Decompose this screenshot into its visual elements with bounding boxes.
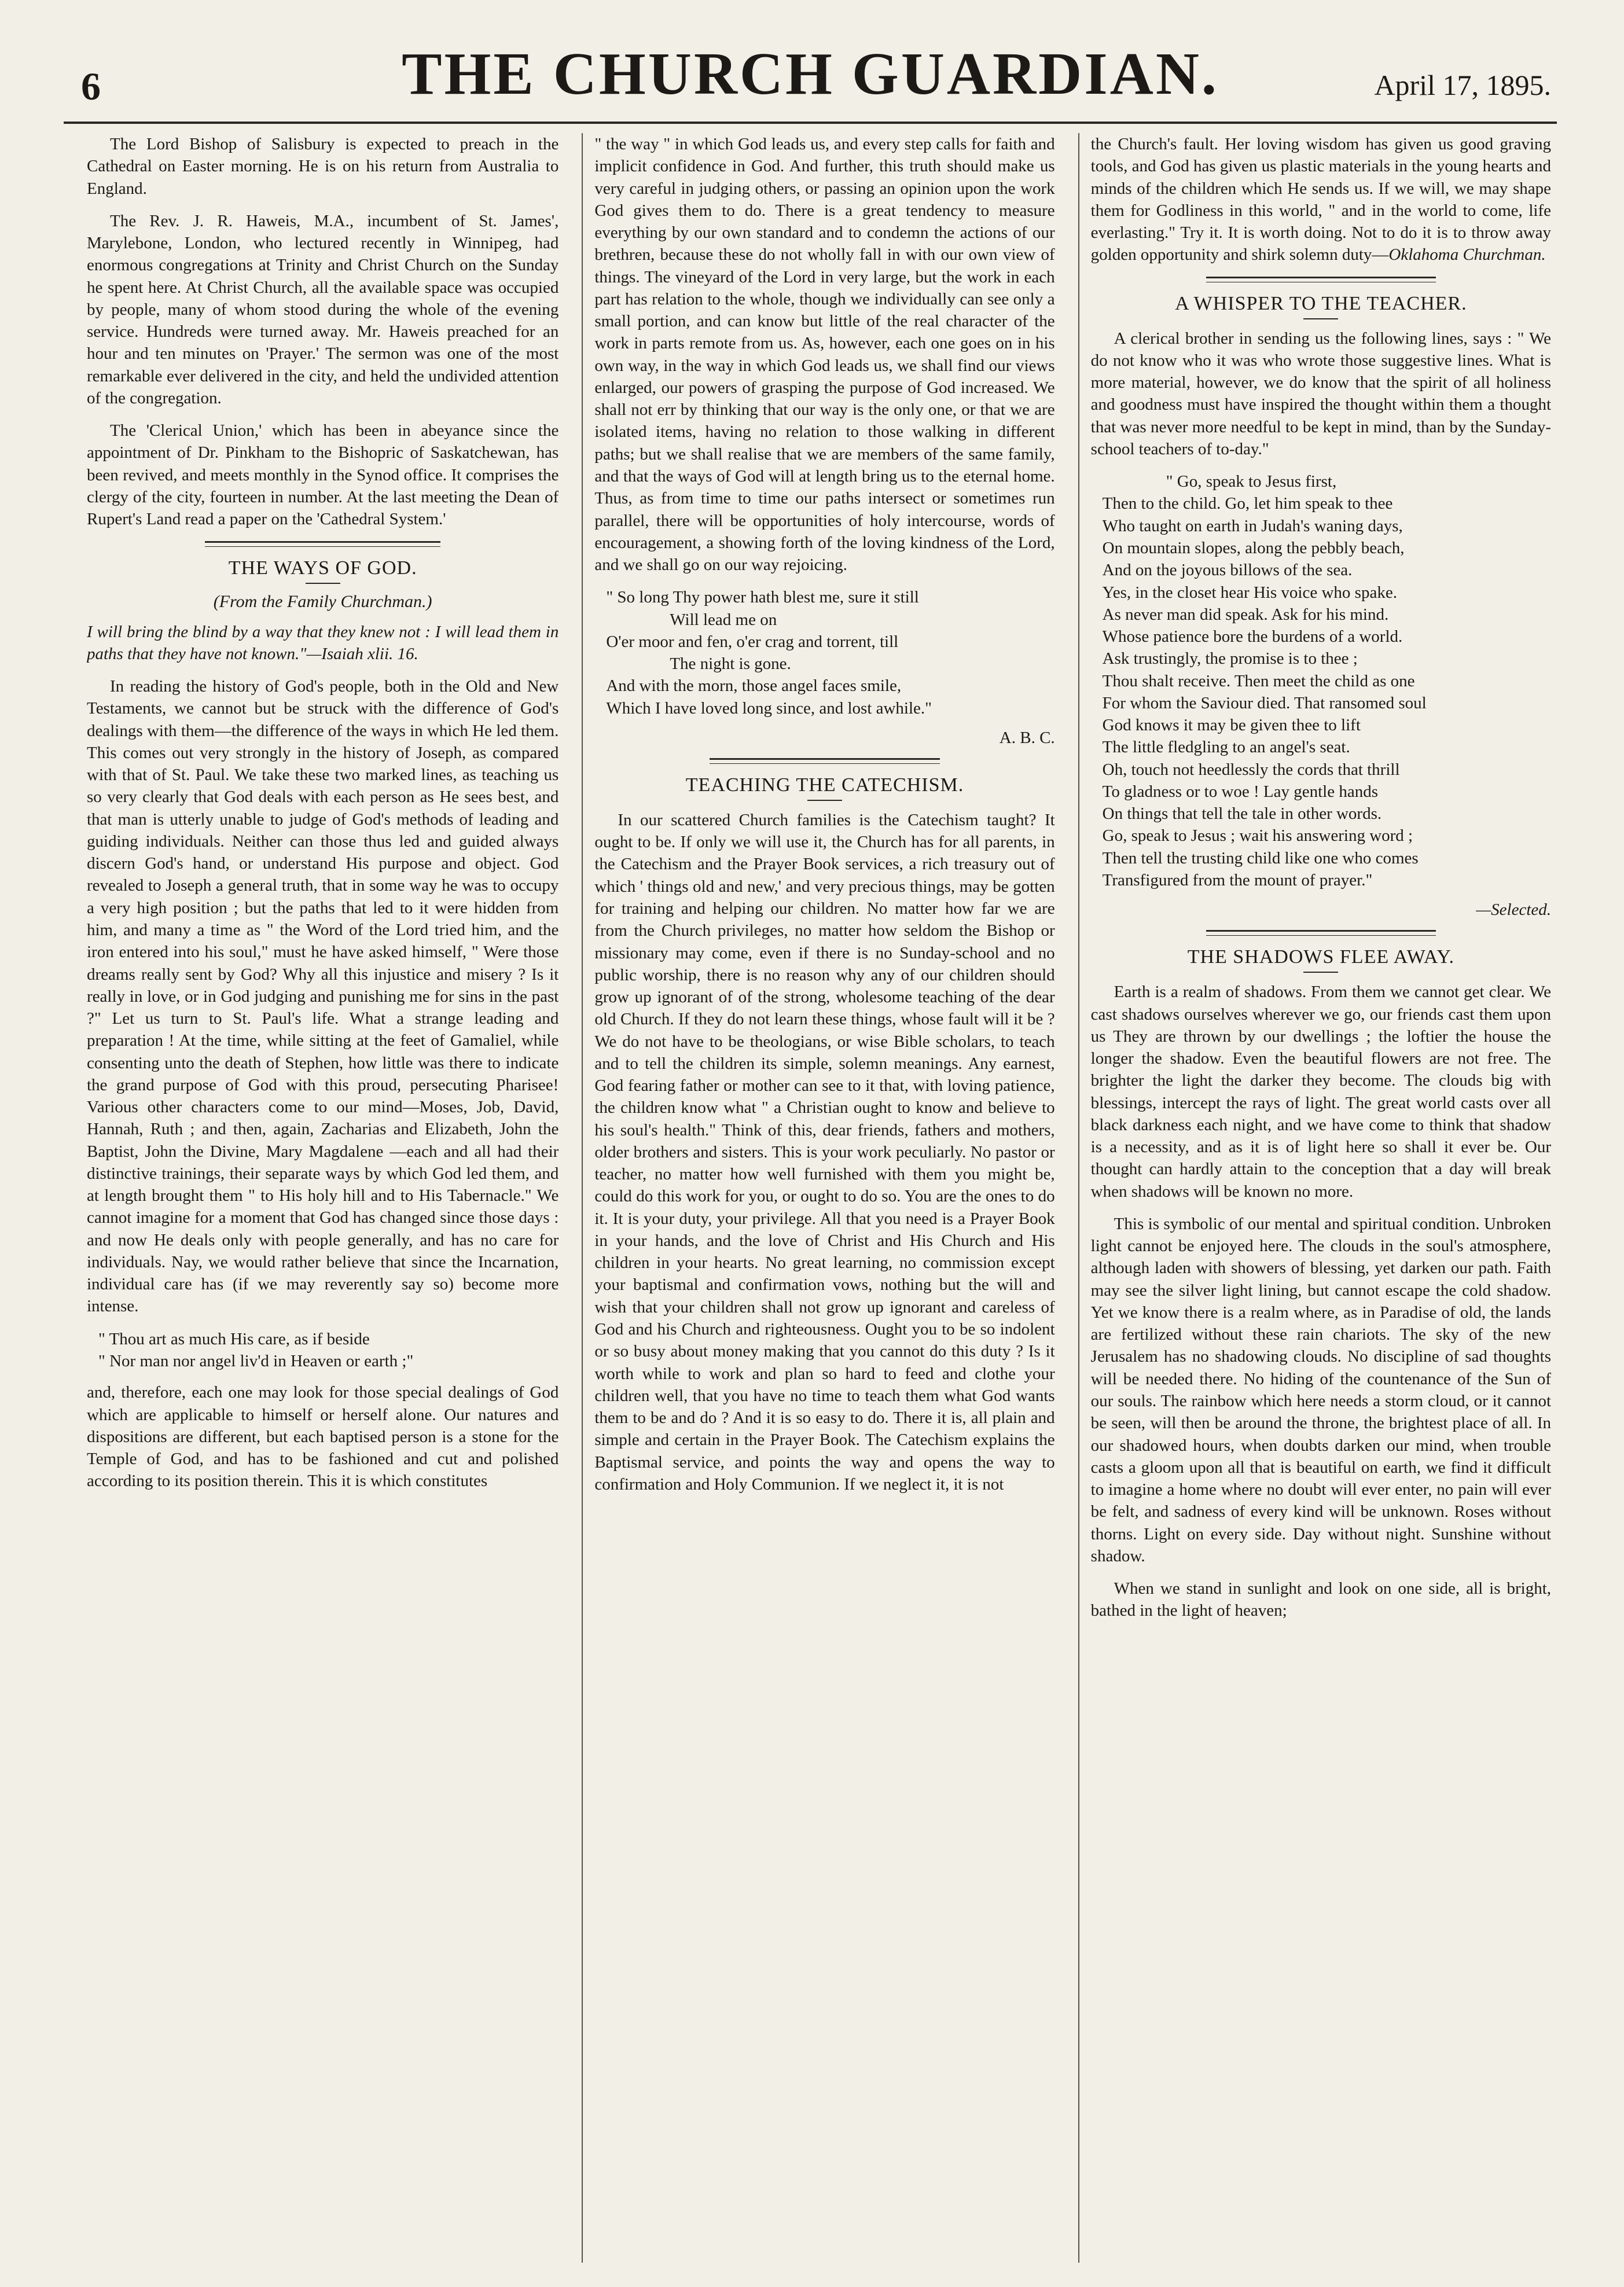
paper-title: THE CHURCH GUARDIAN. <box>402 41 1219 107</box>
section-divider <box>1206 277 1436 282</box>
shadows-paragraph-3: When we stand in sunlight and look on one side, all is bright, bathed in the light of heaven; <box>1090 1579 1552 1620</box>
catechism-credit: Oklahoma Churchman. <box>1388 245 1546 264</box>
verse-line: " Thou art as much His care, as if beside <box>98 1329 370 1348</box>
teacher-poem <box>1103 470 1551 891</box>
verse-line: " Nor man nor angel liv'd in Heaven or earth ;" <box>98 1352 414 1371</box>
hymn-verse <box>606 586 1055 719</box>
verse-line: The night is gone. <box>670 655 791 674</box>
verse-line: " So long Thy power hath blest me, sure it still <box>606 588 919 607</box>
poem-line: And on the joyous billows of the sea. <box>1102 561 1353 580</box>
heading-rule <box>807 800 842 801</box>
heading-rule <box>1303 318 1338 319</box>
catechism-paragraph-1: In our scattered Church families is the Catechism taught? It ought to be. If only we will use it, the Church has for all parents, in the Catechism and the Prayer Book services, a rich treasury out of which ' things old and new,' and very precious things, may be gotten for training and helping our children. No matter how far we are from the Church privileges, no matter how seldom the Bishop or missionary may come, even if there is no Sunday-school and no public worship, there is no reason why any of our children should grow up ignorant of of the strong, wholesome teaching of the dear old Church. If they do not learn these things, whose fault will it be ? We do not have to be theologians, or wise Bible scholars, to teach and to tell the children its simple, solemn meanings. Any earnest, God fearing father or mother can see to it that, with loving patience, the children know what " a Christian ought to know and believe to his soul's health." Think of this, dear friends, fathers and mothers, older brothers and sisters. This is your work peculiarly. No pastor or teacher, no matter how well furnished with them you might be, could do this work for you, or ought to do so. You are the ones to do it. It is your duty, your privilege. All that you need is a Prayer Book in your hands, and the love of Christ and His Church and His children in your hearts. No great learning, no commission except your baptismal and confirmation vows, nothing but the will and wish that your children shall not grow up ignorant and careless of God and his Church and righteousness. Ought you to be so indolent or so busy about money making that you cannot do this duty ? Is it worth while to work and plan so hard to feed and clothe your children well, that you have no time to teach them what God wants them to be and do ? And it is so easy to do. There it is, all plain and simple and certain in the Prayer Book. The Catechism explains the Baptismal service, and points the way and opens the way to confirmation and Holy Communion. If we neglect it, it is not <box>594 810 1055 1494</box>
verse-line: Which I have loved long since, and lost awhile." <box>606 698 932 718</box>
poem-line: On mountain slopes, along the pebbly beach, <box>1102 538 1405 557</box>
heading-ways-of-god: THE WAYS OF GOD. <box>228 557 417 579</box>
column-1 <box>87 133 559 2263</box>
news-item-clerical-union: The 'Clerical Union,' which has been in abeyance since the appointment of Dr. Pinkham to the Bishopric of Saskatchewan, has been revived, and meets monthly in the Synod office. It comprises the clergy of the city, fourteen in number. At the last meeting the Dean of Rupert's Land read a paper on the 'Cathedral System.' <box>87 421 559 529</box>
heading-rule <box>306 583 340 584</box>
verse-line: And with the morn, those angel faces smile, <box>606 676 902 696</box>
heading-teaching-catechism: TEACHING THE CATECHISM. <box>685 774 964 796</box>
issue-date: April 17, 1895. <box>1374 69 1551 101</box>
poem-line: Oh, touch not heedlessly the cords that thrill <box>1102 760 1400 779</box>
author-signature: A. B. C. <box>999 728 1055 747</box>
poem-line: Go, speak to Jesus ; wait his answering word ; <box>1102 826 1413 845</box>
verse-line: O'er moor and fen, o'er crag and torrent, till <box>606 632 899 651</box>
poem-line: " Go, speak to Jesus first, <box>1166 472 1337 491</box>
section-divider <box>1206 930 1436 936</box>
heading-whisper-teacher: A WHISPER TO THE TEACHER. <box>1175 292 1467 314</box>
section-divider <box>710 758 940 764</box>
heading-rule <box>1303 972 1338 973</box>
masthead <box>64 23 1557 124</box>
heading-shadows-flee: THE SHADOWS FLEE AWAY. <box>1187 946 1454 968</box>
column-3 <box>1078 133 1551 2263</box>
quoted-verse <box>98 1328 559 1373</box>
poem-line: Ask trustingly, the promise is to thee ; <box>1102 649 1358 668</box>
shadows-paragraph-2: This is symbolic of our mental and spiritual condition. Unbroken light cannot be enjoyed here. The clouds in the soul's atmosphere, although laden with showers of blessing, yet darken our path. Faith may see the silver light lining, but cannot escape the cold shadow. Yet we know there is a realm where, as in Paradise of old, the lands are fertilized without these rain chariots. The sky of the new Jerusalem has no shadowing clouds. No discipline of sad thoughts will be needed there. No hiding of the countenance of the Sun of our souls. The rainbow which here needs a storm cloud, or it cannot be seen, will then be around the throne, the brightest place of all. In our shadowed hours, when doubts darken our mind, when trouble casts a gloom upon all that is beautiful on earth, we find it difficult to imagine a home where no doubt will ever enter, no pain will ever be felt, and sadness of every kind will be unknown. Roses without thorns. Light on every side. Day without night. Sunshine without shadow. <box>1090 1214 1552 1565</box>
ways-paragraph-2: and, therefore, each one may look for those special dealings of God which are applicable to himself or herself alone. Our natures and dispositions are different, but each baptised person is a stone for the Temple of God, and has to be fashioned and cut and polished according to its position therein. This it is which constitutes <box>87 1383 559 1491</box>
poem-line: Transfigured from the mount of prayer." <box>1102 870 1373 889</box>
poem-line: Yes, in the closet hear His voice who spake. <box>1102 583 1397 602</box>
ways-paragraph-3: " the way " in which God leads us, and every step calls for faith and implicit confidence in God. And further, this truth should make us very careful in judging others, or passing an opinion upon the work God gives them to do. There is a great tendency to measure everything by our own standard and to condemn the actions of our brethren, because these do not wholly fall in with our own view of things. The vineyard of the Lord in very large, but the work in each part has relation to the whole, though we individually can see only a small portion, and can know but little of the real character of the work in parts remote from us. As, however, each one goes on in his own way, in the way in which God leads us, we shall find our views enlarged, our powers of grasping the purpose of God increased. We shall not err by thinking that our way is the only one, or that we are isolated items, having no relation to those walking in different paths; but we shall realise that we are members of the same family, and that the ways of God will at length bring us to the eternal home. Thus, as from time to time our paths intersect or sometimes run parallel, there will be opportunities of holy intercourse, words of encouragement, a showing forth of the loving kindness of the Lord, and we shall go on our way rejoicing. <box>594 135 1055 575</box>
section-divider <box>205 541 441 547</box>
poem-line: Then to the child. Go, let him speak to thee <box>1102 494 1393 513</box>
article-source: (From the Family Churchman.) <box>213 591 432 611</box>
news-item-haweis: The Rev. J. R. Haweis, M.A., incumbent of St. James', Marylebone, London, who lectured recently in Winnipeg, had enormous congregations at Trinity and Christ Church on the Sunday he spent here. At Christ Church, all the available space was occupied by people, many of whom stood during the whole of the evening service. Hundreds were turned away. Mr. Haweis preached for an hour and ten minutes on 'Prayer.' The sermon was one of the most remarkable ever delivered in the city, and held the undivided attention of the congregation. <box>87 211 559 407</box>
shadows-paragraph-1: Earth is a realm of shadows. From them we cannot get clear. We cast shadows ourselves wherever we go, our friends cast them upon us They are thrown by our dwellings ; the loftier the house the longer the shadow. Even the beautiful flowers are not free. The brighter the light the darker they become. The clouds big with blessings, intercept the rays of light. The great world casts over all black darkness each night, and we have come to think that shadow is a necessity, and as it is of light here so shall it ever be. Our thought can hardly attain to the conception that a day will break when shadows will be known no more. <box>1090 983 1552 1201</box>
poem-line: The little fledgling to an angel's seat. <box>1102 738 1350 757</box>
whisper-paragraph-1: A clerical brother in sending us the following lines, says : " We do not know who it was who wrote those suggestive lines. What is more material, however, we do know that the spirit of all holiness and goodness must have inspired the thought within them a thought that was never more needful to be kept in mind, than by the Sunday-school teachers of to-day." <box>1090 329 1552 458</box>
page-number: 6 <box>81 64 101 108</box>
poem-line: God knows it may be given thee to lift <box>1102 716 1361 735</box>
article-columns <box>87 133 1551 2263</box>
catechism-paragraph-2 <box>1091 133 1551 266</box>
poem-line: Whose patience bore the burdens of a world. <box>1102 627 1403 646</box>
poem-line: For whom the Saviour died. That ransomed soul <box>1102 693 1427 712</box>
poem-line: Thou shalt receive. Then meet the child as one <box>1102 671 1415 690</box>
poem-line: On things that tell the tale in other words. <box>1102 804 1382 823</box>
ways-paragraph-1: In reading the history of God's people, both in the Old and New Testaments, we cannot but be struck with the difference of God's dealings with them—the difference of the ways in which He led them. This comes out very strongly in the history of Joseph, as compared with that of St. Paul. We take these two marked lines, as teaching us so very clearly that God deals with each person as He sees best, and that man is utterly unable to judge of God's methods of leading and guiding individuals. Neither can those thus led and guided always discern God's hand, or understand His purpose and object. God revealed to Joseph a general truth, that in some way he was to occupy a very high position ; but the paths that led to it were hidden from him, and many a time as " the Word of the Lord tried him, and the iron entered into his soul," must he have asked himself, " Were those dreams really sent by God? Why all this injustice and misery ? Is it really in love, or in God judging and punishing me for sins in the past ?" Let us turn to St. Paul's life. What a strange leading and preparation ! At the time, while sitting at the feet of Gamaliel, while consenting unto the death of Stephen, how little was there to indicate the grand purpose of God with this proud, persecuting Pharisee! Various other characters come to our mind—Moses, Job, David, Hannah, Ruth ; and then, again, Zacharias and Elizabeth, John the Baptist, John the Divine, Mary Magdalene —each and all had their distinctive trainings, their separate ways by which God led them, and at length brought them " to His holy hill and to His Tabernacle." We cannot imagine for a moment that God has changed since those days : and now He deals only with people generally, and has no care for individuals. Nay, we would rather believe that since the Incarnation, individual care has (if we may reverently say so) become more intense. <box>87 677 559 1316</box>
column-2 <box>582 133 1055 2263</box>
scripture-epigraph: I will bring the blind by a way that they knew not : I will lead them in paths that they have not known."—Isaiah xlii. 16. <box>87 622 559 663</box>
poem-credit: —Selected. <box>1476 900 1552 920</box>
poem-line: As never man did speak. Ask for his mind. <box>1102 605 1389 624</box>
news-item-salisbury: The Lord Bishop of Salisbury is expected to preach in the Cathedral on Easter morning. He is on his return from Australia to England. <box>87 135 559 198</box>
verse-line: Will lead me on <box>670 610 777 629</box>
poem-line: Then tell the trusting child like one who comes <box>1102 848 1419 867</box>
poem-line: To gladness or to woe ! Lay gentle hands <box>1102 782 1379 801</box>
catechism-text: the Church's fault. Her loving wisdom has given us good graving tools, and God has given us plastic materials in the young hearts and minds of the children which He sends us. If we will, we may shape them for Godliness in this world, " and in the world to come, life everlasting." Try it. It is worth doing. Not to do it is to throw away golden opportunity and shirk solemn duty— <box>1090 135 1552 264</box>
poem-line: Who taught on earth in Judah's waning days, <box>1102 516 1403 535</box>
